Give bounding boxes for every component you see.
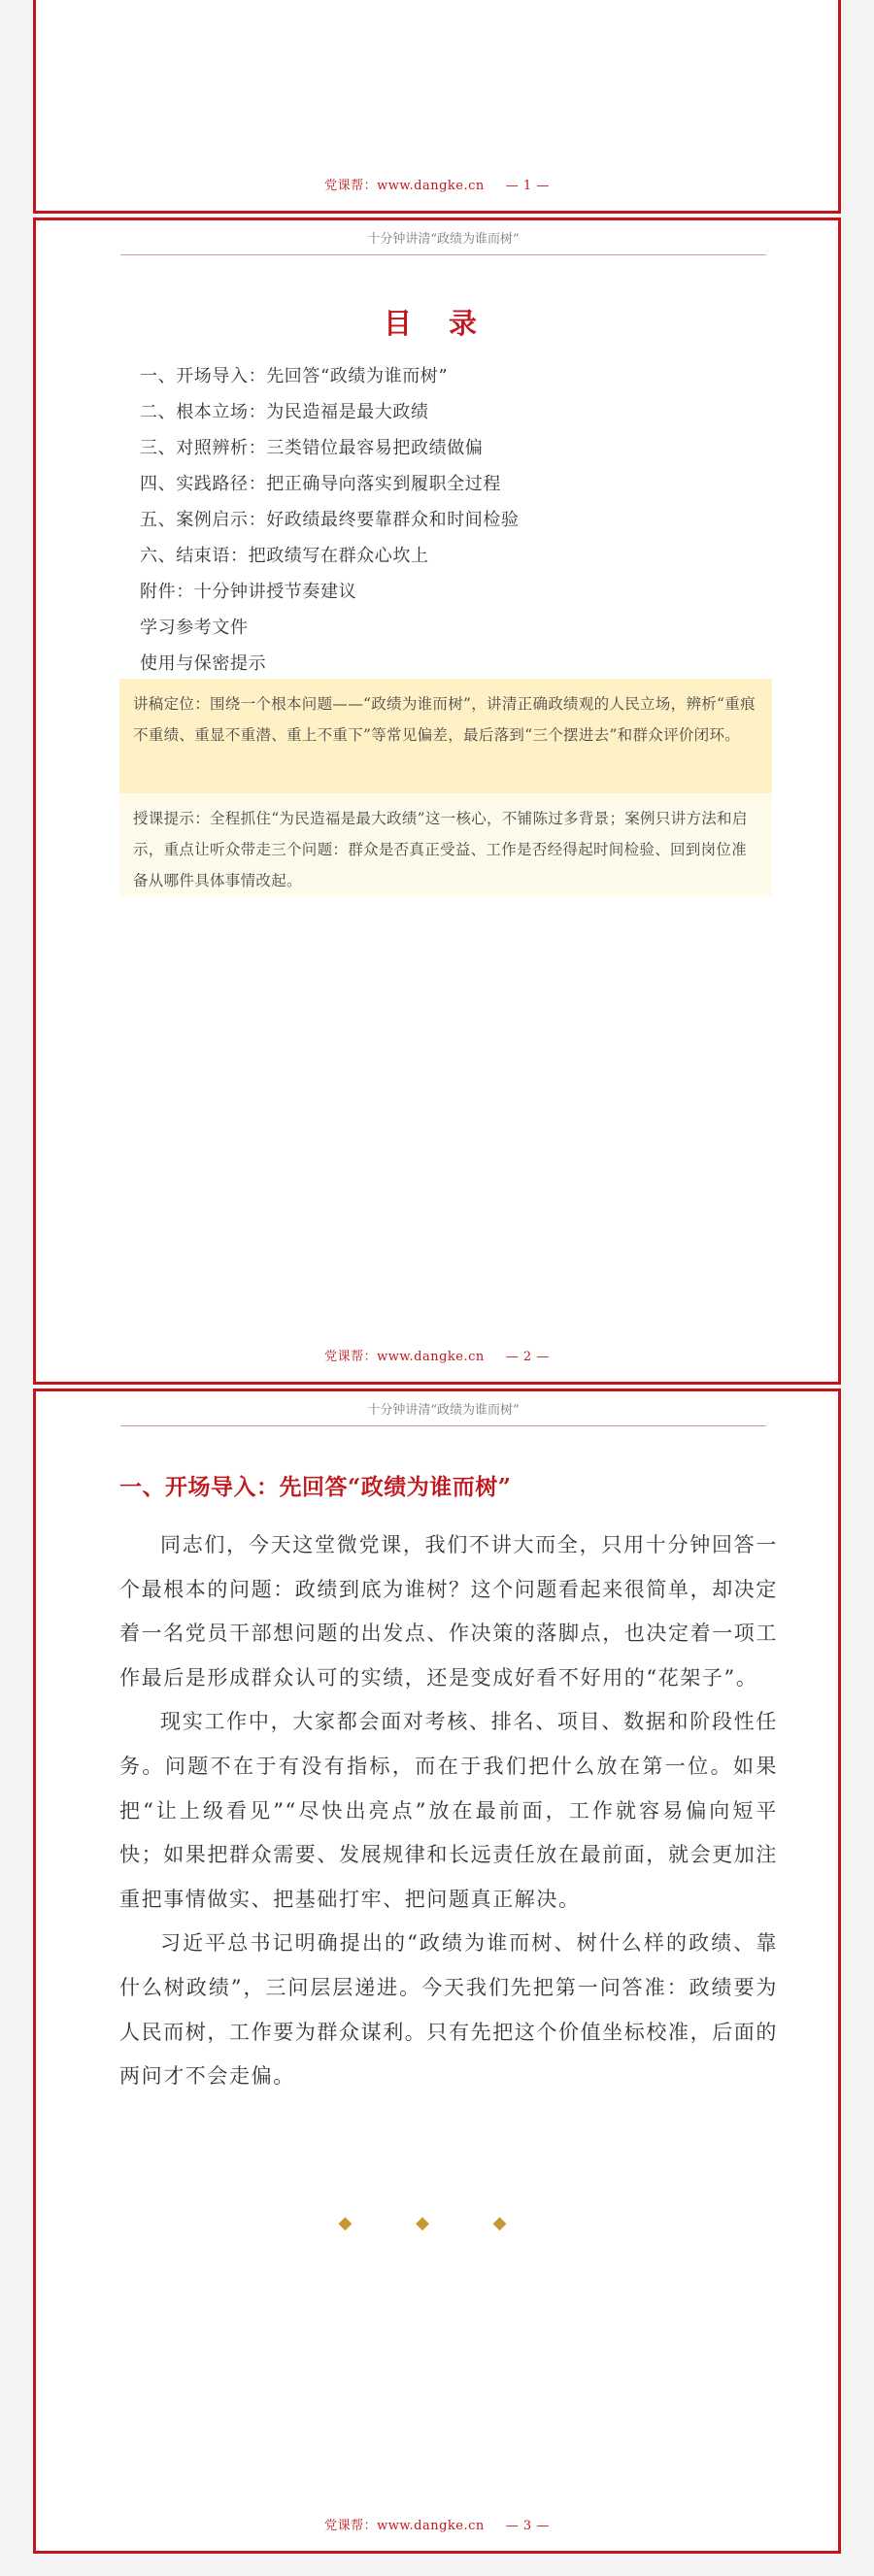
toc-list	[140, 358, 520, 682]
toc-item[interactable]: 一、开场导入：先回答“政绩为谁而树”	[140, 366, 449, 386]
page-number: — 1 —	[505, 179, 550, 193]
page-3	[33, 1388, 841, 2554]
teaching-tip-note: 授课提示：全程抓住“为民造福是最大政绩”这一核心，不铺陈过多背景；案例只讲方法和启示，重点让听众带走三个问题：群众是否真正受益、工作是否经得起时间检验、回到岗位准备从哪件具体事情改起。	[119, 793, 772, 896]
paragraph: 同志们，今天这堂微党课，我们不讲大而全，只用十分钟回答一个最根本的问题：政绩到底为谁树？这个问题看起来很简单，却决定着一名党员干部想问题的出发点、作决策的落脚点，也决定着一项工作最后是形成群众认可的实绩，还是变成好看不好用的“花架子”。	[119, 1533, 778, 1689]
toc-item[interactable]: 学习参考文件	[140, 618, 249, 638]
paragraph: 现实工作中，大家都会面对考核、排名、项目、数据和阶段性任务。问题不在于有没有指标，而在于我们把什么放在第一位。如果把“让上级看见”“尽快出亮点”放在最前面，工作就容易偏向短平快；如果把群众需要、发展规律和长远责任放在最前面，就会更加注重把事情做实、把基础打牢、把问题真正解决。	[119, 1710, 778, 1911]
page-footer	[36, 175, 838, 193]
toc-title: 目 录	[383, 307, 491, 340]
footer-site: 党课帮：www.dangke.cn	[324, 2519, 485, 2533]
page-2	[33, 217, 841, 1385]
page-footer	[36, 2515, 838, 2533]
page-number: — 3 —	[505, 2519, 550, 2533]
running-head: 十分钟讲清“政绩为谁而树”	[120, 220, 766, 255]
page-1	[33, 0, 841, 214]
section-title: 一、开场导入：先回答“政绩为谁而树”	[119, 1474, 512, 1500]
page-number: — 2 —	[505, 1350, 550, 1364]
toc-item[interactable]: 五、案例启示：好政绩最终要靠群众和时间检验	[140, 510, 520, 530]
toc-item[interactable]: 四、实践路径：把正确导向落实到履职全过程	[140, 474, 501, 494]
footer-site: 党课帮：www.dangke.cn	[324, 1350, 485, 1364]
toc-item[interactable]: 六、结束语：把政绩写在群众心坎上	[140, 546, 429, 566]
section-body	[119, 1523, 778, 2099]
running-head: 十分钟讲清“政绩为谁而树”	[120, 1391, 766, 1426]
footer-site: 党课帮：www.dangke.cn	[324, 179, 485, 193]
toc-item[interactable]: 附件：十分钟讲授节奏建议	[140, 582, 357, 602]
toc-item[interactable]: 二、根本立场：为民造福是最大政绩	[140, 402, 429, 422]
toc-item[interactable]: 使用与保密提示	[140, 653, 267, 674]
page-footer	[36, 1346, 838, 1364]
ornament-divider: ◆ ◆ ◆	[338, 2213, 536, 2233]
toc-item[interactable]: 三、对照辨析：三类错位最容易把政绩做偏	[140, 438, 484, 458]
paragraph: 习近平总书记明确提出的“政绩为谁而树、树什么样的政绩、靠什么树政绩”，三问层层递进。今天我们先把第一问答准：政绩要为人民而树，工作要为群众谋利。只有先把这个价值坐标校准，后面的两问才不会走偏。	[119, 1931, 778, 2089]
positioning-note: 讲稿定位：围绕一个根本问题——“政绩为谁而树”，讲清正确政绩观的人民立场，辨析“重痕不重绩、重显不重潜、重上不重下”等常见偏差，最后落到“三个摆进去”和群众评价闭环。	[119, 679, 772, 793]
